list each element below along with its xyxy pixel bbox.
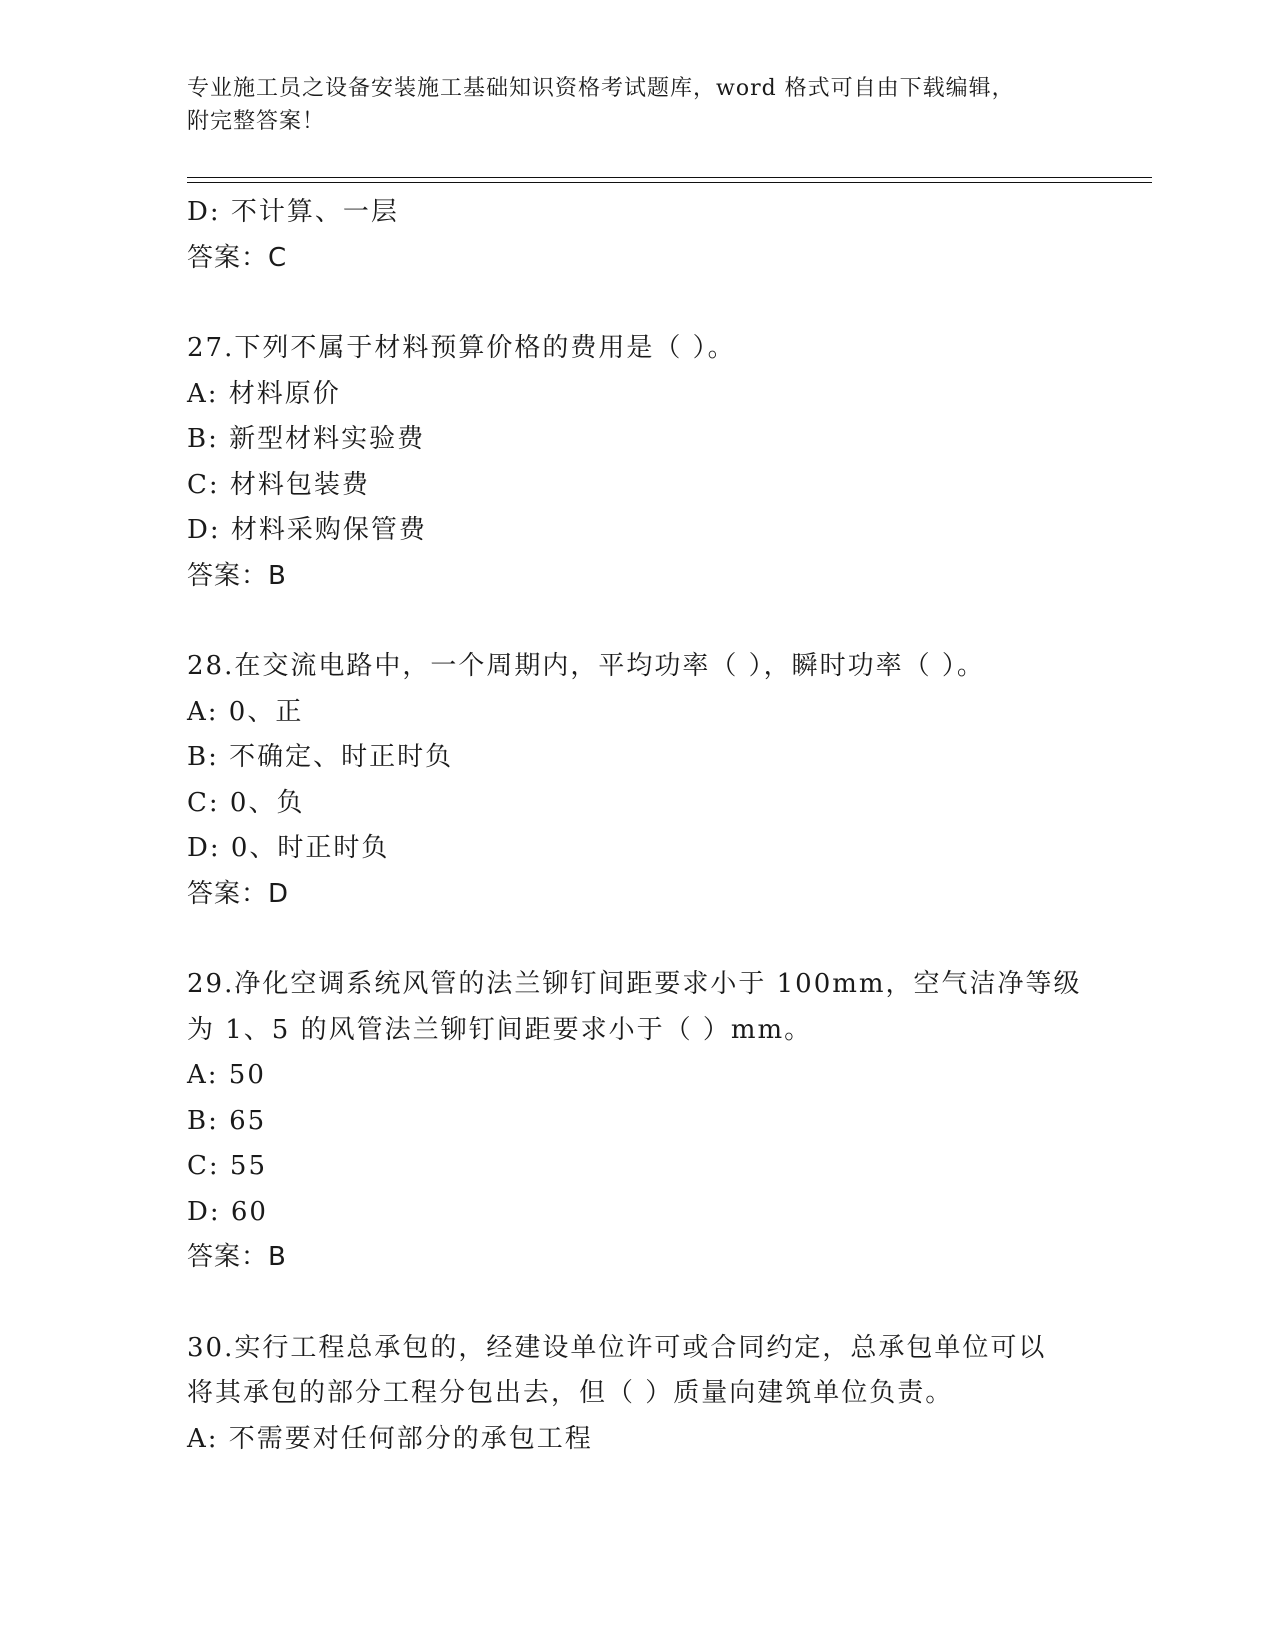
question-stem: 30.实行工程总承包的，经建设单位许可或合同约定，总承包单位可以 [187, 1332, 1047, 1363]
question-stem-continued: 为 1、5 的风管法兰铆钉间距要求小于（ ）mm。 [187, 1014, 813, 1045]
header-divider-bottom [187, 182, 1152, 183]
question-stem-continued: 将其承包的部分工程分包出去，但（ ）质量向建筑单位负责。 [187, 1378, 954, 1408]
question-block [187, 644, 1087, 917]
answer-line: 答案：B [187, 1242, 287, 1272]
option-line: B: 新型材料实验费 [187, 424, 426, 454]
question-block [187, 1326, 1087, 1463]
option-line: C: 0、负 [187, 787, 305, 818]
question-stem: 28.在交流电路中，一个周期内，平均功率（ ），瞬时功率（ ）。 [187, 651, 985, 681]
option-line: D: 60 [187, 1196, 268, 1227]
option-line: C: 材料包装费 [187, 469, 370, 500]
answer-line: 答案：B [187, 560, 287, 591]
option-line: D: 0、时正时负 [187, 833, 390, 863]
option-line: C: 55 [187, 1151, 268, 1181]
document-header [187, 72, 1067, 138]
option-line: D: 不计算、一层 [187, 197, 399, 227]
question-list [187, 190, 1087, 1462]
question-block [187, 962, 1087, 1281]
question-block [187, 326, 1087, 599]
option-line: A: 0、正 [187, 696, 304, 727]
option-line: B: 不确定、时正时负 [187, 742, 454, 772]
answer-line: 答案：C [187, 242, 288, 273]
question-stem: 29.净化空调系统风管的法兰铆钉间距要求小于 100mm，空气洁净等级 [187, 969, 1082, 999]
option-line: A: 50 [187, 1060, 266, 1090]
option-line: D: 材料采购保管费 [187, 515, 427, 545]
answer-line: 答案：D [187, 878, 290, 909]
option-line: A: 材料原价 [187, 378, 341, 409]
header-divider-top [187, 177, 1152, 178]
question-stem: 27.下列不属于材料预算价格的费用是（ ）。 [187, 333, 736, 363]
option-line: A: 不需要对任何部分的承包工程 [187, 1423, 593, 1454]
header-line-2: 附完整答案！ [187, 109, 326, 134]
option-line: B: 65 [187, 1105, 267, 1136]
header-line-1: 专业施工员之设备安装施工基础知识资格考试题库，word 格式可自由下载编辑， [187, 76, 1015, 101]
